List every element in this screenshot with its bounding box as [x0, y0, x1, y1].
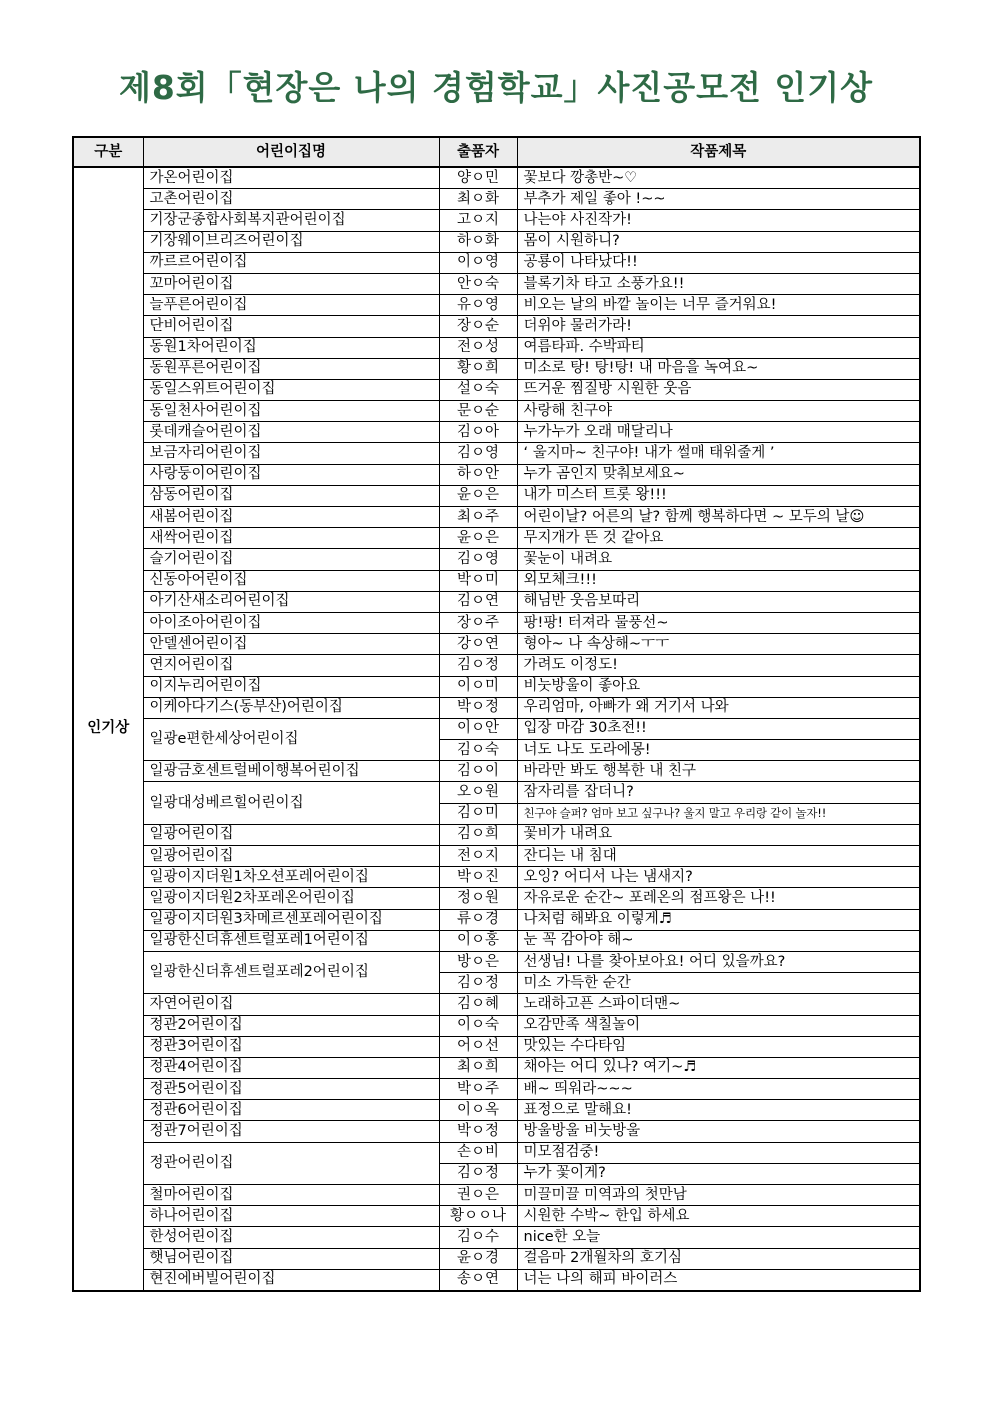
entrant-cell: 김ㅇ혜: [439, 994, 517, 1015]
table-row: [73, 1142, 920, 1163]
work-title-cell: 가려도 이정도!: [517, 655, 920, 676]
work-title-cell: 블록기차 타고 소풍가요!!: [517, 273, 920, 294]
entrant-cell: 황ㅇㅇ나: [439, 1206, 517, 1227]
work-title-cell: 입장 마감 30초전!!: [517, 718, 920, 739]
entrant-cell: 김ㅇ이: [439, 761, 517, 782]
entrant-cell: 윤ㅇ은: [439, 485, 517, 506]
daycare-name-cell: 정관7어린이집: [143, 1121, 439, 1142]
work-title-cell: 팡!팡! 터져라 물풍선~: [517, 612, 920, 633]
work-title-cell: 잠자리를 잡더니?: [517, 782, 920, 803]
entrant-cell: 최ㅇ희: [439, 1057, 517, 1078]
work-title-cell: 꽃비가 내려요: [517, 824, 920, 845]
table-row: [73, 358, 920, 379]
table-row: [73, 1185, 920, 1206]
work-title-cell: 미모점검중!: [517, 1142, 920, 1163]
entrant-cell: 강ㅇ연: [439, 634, 517, 655]
work-title-cell: 꽃보다 깡총반~♡: [517, 167, 920, 189]
daycare-name-cell: 가온어린이집: [143, 167, 439, 189]
table-row: [73, 1057, 920, 1078]
table-row: [73, 824, 920, 845]
work-title-cell: 방울방울 비눗방울: [517, 1121, 920, 1142]
work-title-cell: 맛있는 수다타임: [517, 1036, 920, 1057]
table-row: [73, 316, 920, 337]
work-title-cell: 나처럼 해봐요 이렇게♬: [517, 909, 920, 930]
table-row: [73, 718, 920, 739]
table-row: [73, 273, 920, 294]
entrant-cell: 김ㅇ미: [439, 803, 517, 824]
daycare-name-cell: 동원푸른어린이집: [143, 358, 439, 379]
daycare-name-cell: 삼동어린이집: [143, 485, 439, 506]
work-title-cell: 시원한 수박~ 한입 하세요: [517, 1206, 920, 1227]
entrant-cell: 김ㅇ정: [439, 1163, 517, 1184]
work-title-cell: 부추가 제일 좋아 !~~: [517, 189, 920, 210]
entrant-cell: 윤ㅇ은: [439, 528, 517, 549]
daycare-name-cell: 새봄어린이집: [143, 507, 439, 528]
daycare-name-cell: 아이조아어린이집: [143, 612, 439, 633]
work-title-cell: 표정으로 말해요!: [517, 1100, 920, 1121]
daycare-name-cell: 일광한신더휴센트럴포레2어린이집: [143, 951, 439, 993]
daycare-name-cell: 정관4어린이집: [143, 1057, 439, 1078]
daycare-name-cell: 동일스위트어린이집: [143, 379, 439, 400]
entrant-cell: 전ㅇ지: [439, 846, 517, 867]
entrant-cell: 이ㅇ미: [439, 676, 517, 697]
daycare-name-cell: 일광어린이집: [143, 846, 439, 867]
work-title-cell: 누가 곰인지 맞춰보세요~: [517, 464, 920, 485]
table-row: [73, 252, 920, 273]
daycare-name-cell: 늘푸른어린이집: [143, 295, 439, 316]
entrant-cell: 최ㅇ주: [439, 507, 517, 528]
entrant-cell: 이ㅇ숙: [439, 1015, 517, 1036]
entrant-cell: 이ㅇ옥: [439, 1100, 517, 1121]
work-title-cell: 뜨거운 찜질방 시원한 웃음: [517, 379, 920, 400]
table-row: [73, 337, 920, 358]
entrant-cell: 류ㅇ경: [439, 909, 517, 930]
entrant-cell: 김ㅇ아: [439, 422, 517, 443]
table-row: [73, 1206, 920, 1227]
table-row: [73, 761, 920, 782]
daycare-name-cell: 정관5어린이집: [143, 1079, 439, 1100]
daycare-name-cell: 일광한신더휴센트럴포레1어린이집: [143, 930, 439, 951]
entrant-cell: 전ㅇ성: [439, 337, 517, 358]
work-title-cell: 바라만 봐도 행복한 내 친구: [517, 761, 920, 782]
daycare-name-cell: 까르르어린이집: [143, 252, 439, 273]
header-daycare-name: 어린이집명: [143, 137, 439, 167]
daycare-name-cell: 슬기어린이집: [143, 549, 439, 570]
entrant-cell: 김ㅇ영: [439, 443, 517, 464]
work-title-cell: 선생님! 나를 찾아보아요! 어디 있을까요?: [517, 951, 920, 972]
entrant-cell: 김ㅇ영: [439, 549, 517, 570]
table-row: [73, 1248, 920, 1269]
daycare-name-cell: 정관어린이집: [143, 1142, 439, 1184]
entrant-cell: 어ㅇ선: [439, 1036, 517, 1057]
table-row: [73, 676, 920, 697]
entrant-cell: 안ㅇ숙: [439, 273, 517, 294]
header-category: 구분: [73, 137, 143, 167]
header-work-title: 작품제목: [517, 137, 920, 167]
entrant-cell: 방ㅇ은: [439, 951, 517, 972]
header-entrant: 출품자: [439, 137, 517, 167]
table-row: [73, 443, 920, 464]
daycare-name-cell: 하나어린이집: [143, 1206, 439, 1227]
daycare-name-cell: 일광금호센트럴베이행복어린이집: [143, 761, 439, 782]
daycare-name-cell: 일광대성베르힐어린이집: [143, 782, 439, 824]
work-title-cell: 채아는 어디 있나? 여기~♬: [517, 1057, 920, 1078]
table-row: [73, 485, 920, 506]
entrant-cell: 김ㅇ희: [439, 824, 517, 845]
table-row: [73, 634, 920, 655]
entrant-cell: 송ㅇ연: [439, 1269, 517, 1291]
work-title-cell: 해님반 웃음보따리: [517, 591, 920, 612]
table-row: [73, 1015, 920, 1036]
table-row: [73, 1269, 920, 1291]
work-title-cell: 노래하고픈 스파이더맨~: [517, 994, 920, 1015]
award-table: [72, 136, 921, 1292]
table-row: [73, 909, 920, 930]
entrant-cell: 윤ㅇ경: [439, 1248, 517, 1269]
work-title-cell: 누가 꽃이게?: [517, 1163, 920, 1184]
work-title-cell: 무지개가 뜬 것 같아요: [517, 528, 920, 549]
work-title-cell: 사랑해 친구야: [517, 401, 920, 422]
entrant-cell: 하ㅇ화: [439, 231, 517, 252]
entrant-cell: 김ㅇ수: [439, 1227, 517, 1248]
entrant-cell: 김ㅇ숙: [439, 740, 517, 761]
entrant-cell: 최ㅇ화: [439, 189, 517, 210]
daycare-name-cell: 자연어린이집: [143, 994, 439, 1015]
daycare-name-cell: 한성어린이집: [143, 1227, 439, 1248]
entrant-cell: 하ㅇ안: [439, 464, 517, 485]
work-title-cell: 눈 꼭 감아야 해~: [517, 930, 920, 951]
daycare-name-cell: 동일천사어린이집: [143, 401, 439, 422]
work-title-cell: 비눗방울이 좋아요: [517, 676, 920, 697]
entrant-cell: 박ㅇ진: [439, 867, 517, 888]
entrant-cell: 정ㅇ원: [439, 888, 517, 909]
daycare-name-cell: 새싹어린이집: [143, 528, 439, 549]
work-title-cell: 비오는 날의 바깥 놀이는 너무 즐거워요!: [517, 295, 920, 316]
entrant-cell: 이ㅇ영: [439, 252, 517, 273]
entrant-cell: 장ㅇ주: [439, 612, 517, 633]
daycare-name-cell: 현진에버빌어린이집: [143, 1269, 439, 1291]
work-title-cell: 꽃눈이 내려요: [517, 549, 920, 570]
entrant-cell: 김ㅇ연: [439, 591, 517, 612]
entrant-cell: 권ㅇ은: [439, 1185, 517, 1206]
entrant-cell: 양ㅇ민: [439, 167, 517, 189]
daycare-name-cell: 꼬마어린이집: [143, 273, 439, 294]
entrant-cell: 설ㅇ숙: [439, 379, 517, 400]
daycare-name-cell: 이케아다기스(동부산)어린이집: [143, 697, 439, 718]
table-row: [73, 422, 920, 443]
work-title-cell: 형아~ 나 속상해~ㅜㅜ: [517, 634, 920, 655]
entrant-cell: 박ㅇ미: [439, 570, 517, 591]
work-title-cell: 어린이날? 어른의 날? 함께 행복하다면 ~ 모두의 날☺: [517, 507, 920, 528]
table-row: [73, 507, 920, 528]
table-row: [73, 1227, 920, 1248]
entrant-cell: 황ㅇ희: [439, 358, 517, 379]
work-title-cell: 배~ 띄워라~~~: [517, 1079, 920, 1100]
table-row: [73, 994, 920, 1015]
entrant-cell: 박ㅇ주: [439, 1079, 517, 1100]
daycare-name-cell: 안델센어린이집: [143, 634, 439, 655]
daycare-name-cell: 이지누리어린이집: [143, 676, 439, 697]
table-row: [73, 655, 920, 676]
work-title-cell: 오감만족 색칠놀이: [517, 1015, 920, 1036]
table-row: [73, 930, 920, 951]
table-row: [73, 167, 920, 189]
work-title-cell: 잔디는 내 침대: [517, 846, 920, 867]
daycare-name-cell: 단비어린이집: [143, 316, 439, 337]
table-row: [73, 591, 920, 612]
table-row: [73, 1100, 920, 1121]
work-title-cell: 미소 가득한 순간: [517, 973, 920, 994]
daycare-name-cell: 철마어린이집: [143, 1185, 439, 1206]
entrant-cell: 김ㅇ정: [439, 655, 517, 676]
daycare-name-cell: 동원1차어린이집: [143, 337, 439, 358]
work-title-cell: ‘ 울지마~ 친구야! 내가 썰매 태워줄게 ’: [517, 443, 920, 464]
entrant-cell: 이ㅇ안: [439, 718, 517, 739]
table-row: [73, 888, 920, 909]
daycare-name-cell: 일광e편한세상어린이집: [143, 718, 439, 760]
table-row: [73, 570, 920, 591]
work-title-cell: 걸음마 2개월차의 호기심: [517, 1248, 920, 1269]
work-title-cell: 미소로 탕! 탕!탕! 내 마음을 녹여요~: [517, 358, 920, 379]
daycare-name-cell: 기장웨이브리즈어린이집: [143, 231, 439, 252]
table-row: [73, 189, 920, 210]
category-cell: 인기상: [73, 167, 143, 1291]
work-title-cell: 우리엄마, 아빠가 왜 거기서 나와: [517, 697, 920, 718]
entrant-cell: 문ㅇ순: [439, 401, 517, 422]
table-row: [73, 379, 920, 400]
entrant-cell: 이ㅇ홍: [439, 930, 517, 951]
table-row: [73, 782, 920, 803]
work-title-cell: 몸이 시원하니?: [517, 231, 920, 252]
daycare-name-cell: 햇님어린이집: [143, 1248, 439, 1269]
entrant-cell: 유ㅇ영: [439, 295, 517, 316]
table-row: [73, 210, 920, 231]
work-title-cell: 친구야 슬퍼? 엄마 보고 싶구나? 울지 말고 우리랑 같이 놀자!!: [517, 803, 920, 824]
entrant-cell: 박ㅇ정: [439, 1121, 517, 1142]
daycare-name-cell: 고촌어린이집: [143, 189, 439, 210]
table-row: [73, 401, 920, 422]
table-row: [73, 867, 920, 888]
entrant-cell: 손ㅇ비: [439, 1142, 517, 1163]
table-row: [73, 1036, 920, 1057]
daycare-name-cell: 아기산새소리어린이집: [143, 591, 439, 612]
work-title-cell: 외모체크!!!: [517, 570, 920, 591]
work-title-cell: nice한 오늘: [517, 1227, 920, 1248]
daycare-name-cell: 정관6어린이집: [143, 1100, 439, 1121]
daycare-name-cell: 사랑둥이어린이집: [143, 464, 439, 485]
table-row: [73, 231, 920, 252]
work-title-cell: 여름타파. 수박파티: [517, 337, 920, 358]
daycare-name-cell: 일광이지더원3차메르센포레어린이집: [143, 909, 439, 930]
daycare-name-cell: 일광이지더원1차오션포레어린이집: [143, 867, 439, 888]
work-title-cell: 미끌미끌 미역과의 첫만남: [517, 1185, 920, 1206]
entrant-cell: 장ㅇ순: [439, 316, 517, 337]
entrant-cell: 박ㅇ정: [439, 697, 517, 718]
table-row: [73, 1121, 920, 1142]
daycare-name-cell: 롯데캐슬어린이집: [143, 422, 439, 443]
work-title-cell: 나는야 사진작가!: [517, 210, 920, 231]
daycare-name-cell: 신동아어린이집: [143, 570, 439, 591]
table-row: [73, 528, 920, 549]
work-title-cell: 자유로운 순간~ 포레온의 점프왕은 나!!: [517, 888, 920, 909]
page-title: 제8회「현장은 나의 경험학교」사진공모전 인기상: [118, 68, 874, 107]
table-row: [73, 697, 920, 718]
table-row: [73, 951, 920, 972]
daycare-name-cell: 기장군종합사회복지관어린이집: [143, 210, 439, 231]
table-row: [73, 295, 920, 316]
table-row: [73, 549, 920, 570]
daycare-name-cell: 정관2어린이집: [143, 1015, 439, 1036]
daycare-name-cell: 정관3어린이집: [143, 1036, 439, 1057]
work-title-cell: 오잉? 어디서 나는 냄새지?: [517, 867, 920, 888]
daycare-name-cell: 보금자리어린이집: [143, 443, 439, 464]
table-row: [73, 464, 920, 485]
work-title-cell: 내가 미스터 트롯 왕!!!: [517, 485, 920, 506]
entrant-cell: 김ㅇ정: [439, 973, 517, 994]
work-title-cell: 너도 나도 도라에몽!: [517, 740, 920, 761]
table-row: [73, 846, 920, 867]
daycare-name-cell: 일광이지더원2차포레온어린이집: [143, 888, 439, 909]
work-title-cell: 더위야 물러가라!: [517, 316, 920, 337]
work-title-cell: 누가누가 오래 매달리나: [517, 422, 920, 443]
daycare-name-cell: 연지어린이집: [143, 655, 439, 676]
daycare-name-cell: 일광어린이집: [143, 824, 439, 845]
table-header-row: [73, 137, 920, 167]
table-row: [73, 1079, 920, 1100]
work-title-cell: 너는 나의 해피 바이러스: [517, 1269, 920, 1291]
entrant-cell: 오ㅇ원: [439, 782, 517, 803]
work-title-cell: 공룡이 나타났다!!: [517, 252, 920, 273]
table-row: [73, 612, 920, 633]
entrant-cell: 고ㅇ지: [439, 210, 517, 231]
table-body: [73, 167, 920, 1291]
